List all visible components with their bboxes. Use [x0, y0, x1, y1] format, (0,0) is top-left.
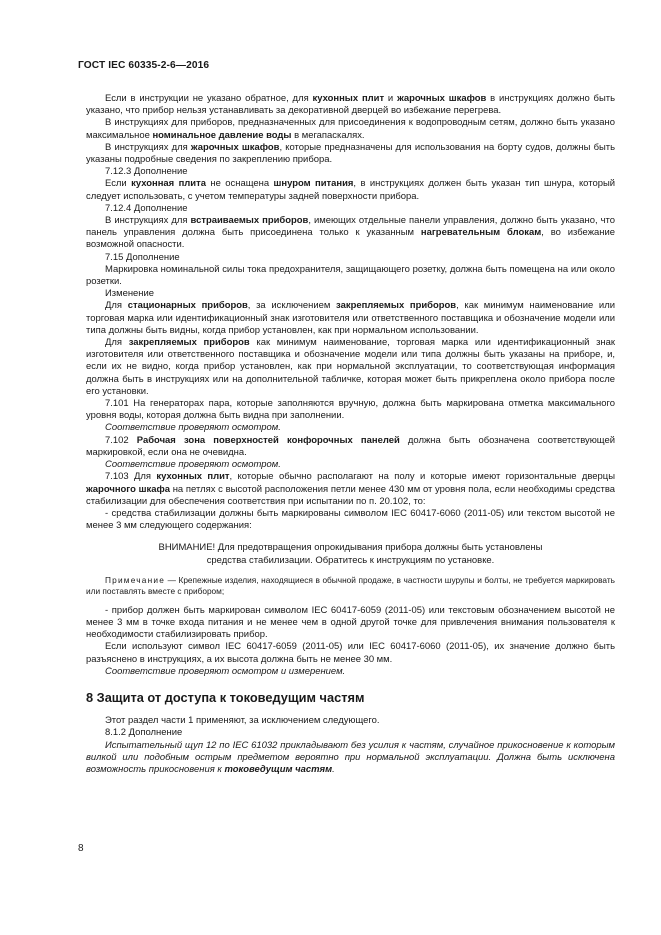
paragraph: 7.101 На генераторах пара, которые заполняются вручную, должна быть маркирована отметка максимального уровня воды, которая должна быть видна при заполнении. — [86, 398, 615, 422]
paragraph: В инструкциях для встраиваемых приборов, имеющих отдельные панели управления, должно быть указано, что панель управления должна быть присоединена только к указанным нагревательным блокам, во избежание возможной опасности. — [86, 215, 615, 251]
clause-heading: Изменение — [105, 288, 155, 300]
paragraph: Если используют символ IEC 60417-6059 (2011-05) или IEC 60417-6060 (2011-05), их значение должно быть разъяснено в инструкциях, а их высота должна быть не менее 30 мм. — [86, 641, 615, 665]
clause-heading: 8.1.2 Дополнение — [105, 727, 183, 739]
warning-text: ВНИМАНИЕ! Для предотвращения опрокидывания прибора должны быть установлены средства стабилизации. Обратитесь к инструкциям по установке. — [158, 542, 543, 566]
compliance-statement: Соответствие проверяют осмотром и измерением. — [105, 665, 346, 677]
clause-heading: 7.12.3 Дополнение — [105, 166, 188, 178]
paragraph: Если кухонная плита не оснащена шнуром питания, в инструкциях должен быть указан тип шнура, который следует использовать, с учетом температуры задней поверхности прибора. — [86, 178, 615, 202]
paragraph: Если в инструкции не указано обратное, для кухонных плит и жарочных шкафов в инструкциях должно быть указано, что прибор нельзя устанавливать за декоративной дверцей во избежание перегрева. — [86, 93, 615, 117]
paragraph: - средства стабилизации должны быть маркированы символом IEC 60417-6060 (2011-05) или текстом высотой не менее 3 мм следующего содержания: — [86, 507, 615, 532]
paragraph: 7.103 Для кухонных плит, которые обычно располагают на полу и которые имеют горизонтальные дверцы жарочного шкафа на петлях с высотой расположения петли менее 430 мм от уровня пола, если необходимы средства стабилизации для обеспечения соответствия при испытании по п. 20.102, то: — [86, 471, 615, 507]
note: Примечание — Крепежные изделия, находящиеся в обычной продаже, в частности шурупы и болты, не требуется маркировать или поставлять вместе с прибором; — [86, 574, 615, 596]
page-content — [86, 93, 615, 776]
clause-heading: 7.15 Дополнение — [105, 251, 180, 263]
paragraph: Маркировка номинальной силы тока предохранителя, защищающего розетку, должна быть помещена на или около розетки. — [86, 263, 615, 288]
clause-heading: 7.12.4 Дополнение — [105, 202, 188, 214]
paragraph: Этот раздел части 1 применяют, за исключением следующего. — [105, 715, 380, 727]
paragraph: 7.102 Рабочая зона поверхностей конфорочных панелей должна быть обозначена соответствующей маркировкой, если она не очевидна. — [86, 434, 615, 458]
page-number: 8 — [78, 843, 84, 854]
paragraph: Для стационарных приборов, за исключением закрепляемых приборов, как минимум наименование или торговая марка или идентификационный знак изготовителя или ответственного поставщика и обозначение модели или типа должны быть видны, когда прибор установлен, как при нормальном использовании. — [86, 300, 615, 336]
compliance-statement: Соответствие проверяют осмотром. — [105, 422, 281, 434]
paragraph: - прибор должен быть маркирован символом IEC 60417-6059 (2011-05) или текстовым обозначением высотой не менее 3 мм в точке входа питания и не менее чем в одной другой точке для привлечения внимания пользователя к необходимости стабилизировать прибор. — [86, 604, 615, 641]
paragraph: В инструкциях для приборов, предназначенных для присоединения к водопроводным сетям, должно быть указано максимальное номинальное давление воды в мегапаскалях. — [86, 117, 615, 141]
section-heading: 8 Защита от доступа к токоведущим частям — [86, 689, 365, 705]
compliance-statement: Соответствие проверяют осмотром. — [105, 459, 281, 471]
paragraph: Для закрепляемых приборов как минимум наименование, торговая марка или идентификационный знак изготовителя или ответственного поставщика и обозначение модели или типа должны быть указаны на приборе, и, если их не видно, когда прибор установлен, как при нормальной эксплуатации, то соответствующая информация должна быть в инструкциях или на дополнительной табличке, которая может быть прикреплена около прибора после его установки. — [86, 337, 615, 397]
document-header: ГОСТ IEC 60335-2-6—2016 — [78, 60, 210, 71]
paragraph: Испытательный щуп 12 по IEC 61032 прикладывают без усилия к частям, случайное прикосновение к которым вилкой или подобным острым предметом вероятно при нормальной эксплуатации. Должна быть исключена возможность прикосновения к токоведущим частям. — [86, 739, 615, 775]
paragraph: В инструкциях для жарочных шкафов, которые предназначены для использования на борту судов, должны быть указаны подробные сведения по закреплению прибора. — [86, 141, 615, 166]
